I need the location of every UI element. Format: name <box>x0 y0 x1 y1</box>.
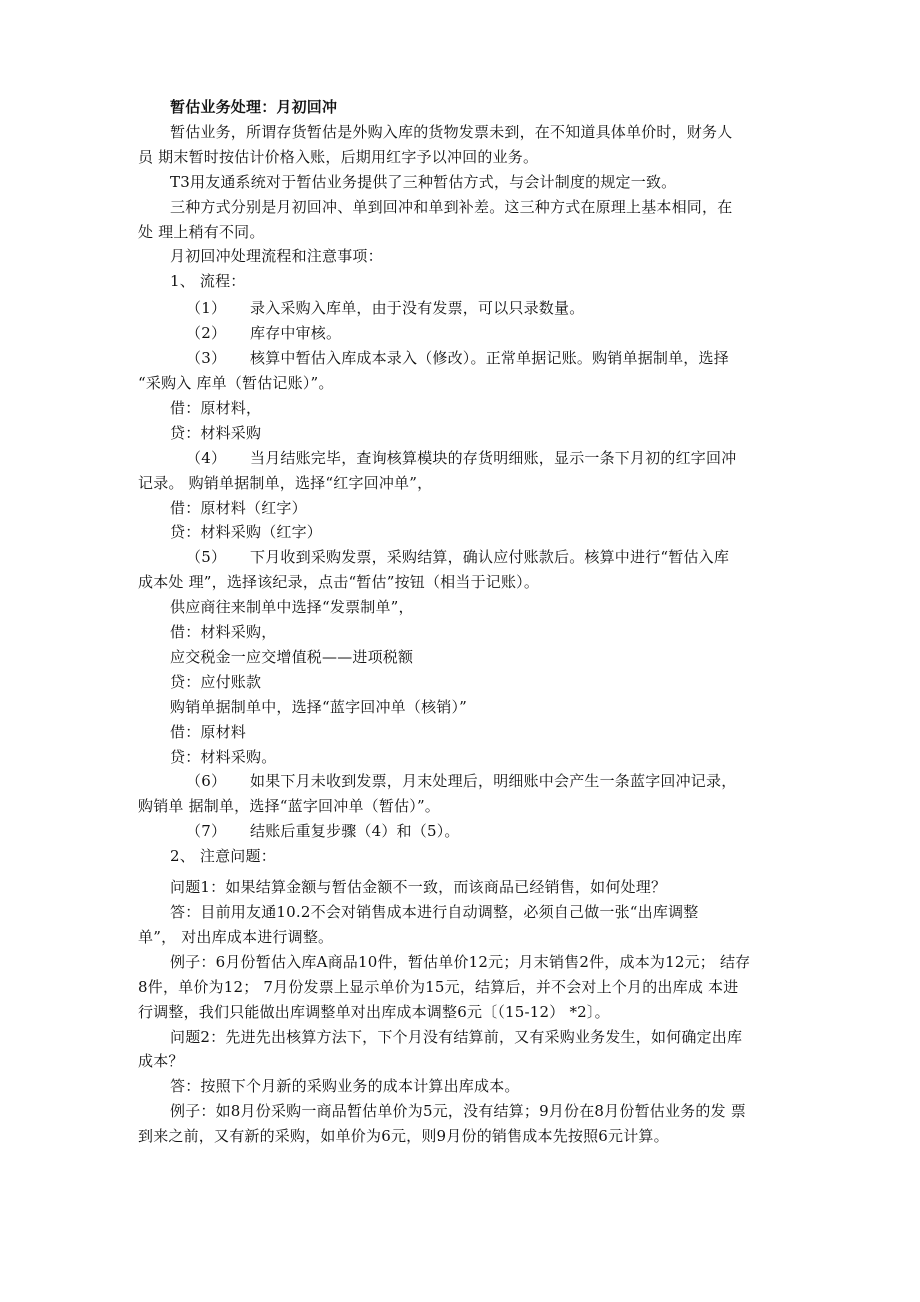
step-5 <box>138 545 793 570</box>
step-5-debit-material: 借：原材料 <box>170 722 247 741</box>
section-2-heading: 2、 注意问题： <box>170 847 276 866</box>
step-3 <box>138 346 793 371</box>
question-2-line2: 成本？ <box>138 1052 184 1071</box>
step-6-text: 如果下月未收到发票，月末处理后，明细账中会产生一条蓝字回冲记录， <box>250 772 737 791</box>
step-5-text: 下月收到采购发票，采购结算，确认应付账款后。核算中进行“暂估入库 <box>250 548 730 567</box>
step-6-number: （6） <box>186 772 227 791</box>
step-4-text: 当月结账完毕，查询核算模块的存货明细账，显示一条下月初的红字回冲 <box>250 448 737 467</box>
step-6-continuation: 购销单 据制单，选择“蓝字回冲单（暂估）”。 <box>138 797 441 816</box>
question-1: 问题1：如果结算金额与暂估金额不一致，而该商品已经销售，如何处理？ <box>170 878 667 897</box>
step-7 <box>138 819 793 844</box>
step-5-supplier-voucher: 供应商往来制单中选择“发票制单”， <box>170 598 414 617</box>
example-1-line2: 8件，单价为12； 7月份发票上显示单价为15元，结算后，并不会对上个月的出库成 本进 <box>138 977 739 996</box>
paragraph-t3: T3用友通系统对于暂估业务提供了三种暂估方式，与会计制度的规定一致。 <box>170 172 677 191</box>
step-2 <box>138 321 793 346</box>
section-1-heading: 1、 流程： <box>170 272 246 291</box>
step-2-number: （2） <box>186 324 227 343</box>
step-4-credit: 贷：材料采购（红字） <box>170 523 323 542</box>
step-4-continuation: 记录。 购销单据制单，选择“红字回冲单”， <box>138 473 433 492</box>
step-7-number: （7） <box>186 822 227 841</box>
step-3-debit: 借：原材料， <box>170 398 262 417</box>
step-5-credit-purchase: 贷：材料采购。 <box>170 747 277 766</box>
step-1-number: （1） <box>186 299 227 318</box>
step-3-text: 核算中暂估入库成本录入（修改）。正常单据记账。购销单据制单，选择 <box>250 349 729 368</box>
answer-1-line1: 答：目前用友通10.2不会对销售成本进行自动调整，必须自己做一张“出库调整 <box>170 903 699 921</box>
step-5-tax-line: 应交税金一应交增值税——进项税额 <box>170 647 414 666</box>
example-2-line2: 到来之前，又有新的采购，如单价为6元，则9月份的销售成本先按照6元计算。 <box>138 1127 669 1146</box>
paragraph-process-heading: 月初回冲处理流程和注意事项： <box>170 247 383 266</box>
step-3-continuation: “采购入 库单（暂估记账）”。 <box>138 373 334 392</box>
answer-2: 答：按照下个月新的采购业务的成本计算出库成本。 <box>170 1077 520 1096</box>
step-5-continuation: 成本处 理”，选择该纪录，点击“暂估”按钮（相当于记账）。 <box>138 573 540 592</box>
step-1-text: 录入采购入库单，由于没有发票，可以只录数量。 <box>250 299 585 318</box>
step-4-debit: 借：原材料（红字） <box>170 498 307 517</box>
example-2-line1: 例子：如8月份采购一商品暂估单价为5元，没有结算；9月份在8月份暂估业务的发 票 <box>170 1102 746 1121</box>
step-6 <box>138 769 793 794</box>
step-2-text: 库存中审核。 <box>250 324 342 343</box>
paragraph-intro-line1: 暂估业务，所谓存货暂估是外购入库的货物发票未到，在不知道具体单价时，财务人 <box>170 122 733 141</box>
paragraph-three-methods-line2: 处 理上稍有不同。 <box>138 222 265 241</box>
question-2-line1: 问题2：先进先出核算方法下，下个月没有结算前，又有采购业务发生，如何确定出库 <box>170 1027 743 1046</box>
step-3-number: （3） <box>186 349 227 368</box>
paragraph-three-methods-line1: 三种方式分别是月初回冲、单到回冲和单到补差。这三种方式在原理上基本相同，在 <box>170 197 733 216</box>
answer-1-line2: 单”， 对出库成本进行调整。 <box>138 927 334 946</box>
step-4-number: （4） <box>186 448 227 467</box>
step-1 <box>138 296 793 321</box>
document-body <box>138 95 793 1149</box>
document-title: 暂估业务处理：月初回冲 <box>170 98 338 116</box>
paragraph-intro-line2: 员 期末暂时按估计价格入账，后期用红字予以冲回的业务。 <box>138 147 539 166</box>
step-5-number: （5） <box>186 548 227 567</box>
step-3-credit: 贷：材料采购 <box>170 423 262 442</box>
step-5-blue-voucher: 购销单据制单中，选择“蓝字回冲单（核销）” <box>170 697 468 716</box>
step-4 <box>138 446 793 471</box>
step-5-credit-payable: 贷：应付账款 <box>170 672 262 691</box>
example-1-line3: 行调整，我们只能做出库调整单对出库成本调整6元〔（15-12） *2〕。 <box>138 1002 610 1021</box>
step-5-debit-purchase: 借：材料采购， <box>170 623 277 642</box>
example-1-line1: 例子：6月份暂估入库A商品10件，暂估单价12元；月末销售2件，成本为12元； 结存 <box>170 952 751 971</box>
step-7-text: 结账后重复步骤（4）和（5）。 <box>250 822 460 841</box>
